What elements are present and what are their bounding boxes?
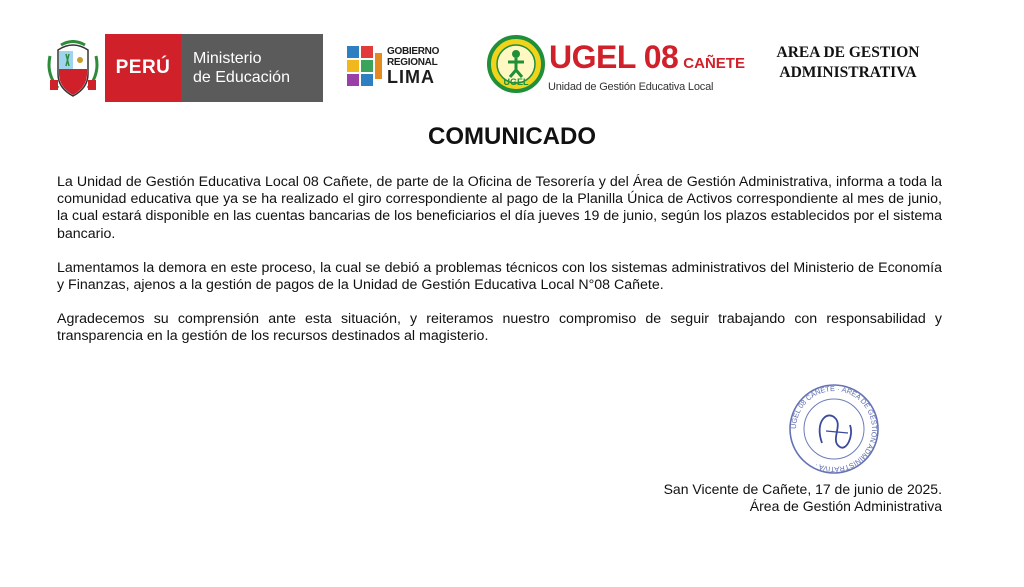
area-heading-line-2: ADMINISTRATIVA	[779, 64, 917, 81]
gore-line-3: LIMA	[387, 67, 435, 87]
ugel-seal-label: UGEL	[503, 77, 529, 87]
ugel-seal-icon	[487, 32, 545, 96]
signature-unit: Área de Gestión Administrativa	[749, 498, 942, 514]
ugel-name-suffix: CAÑETE	[683, 55, 745, 72]
peru-label: PERÚ	[105, 34, 181, 102]
ministry-line-1: Ministerio	[193, 50, 262, 67]
area-heading-line-1: AREA DE GESTION	[776, 44, 920, 61]
ugel-name	[549, 40, 745, 81]
area-heading	[748, 43, 948, 83]
document-title: COMUNICADO	[428, 123, 596, 150]
body-paragraph-2: Lamentamos la demora en este proceso, la cual se debió a problemas técnicos con los sistemas administrativos del Ministerio de Economía y Finanzas, ajenos a la gestión de pagos de la Unidad de Gestión Educativa Local N°08 Cañete.	[57, 259, 942, 294]
letterhead	[0, 0, 1024, 120]
ministry-line-2: de Educación	[193, 69, 290, 86]
ministry-of-education-logo	[105, 34, 323, 102]
official-stamp-icon	[784, 381, 884, 477]
peru-coat-of-arms-icon	[46, 40, 100, 98]
stamp-text: UGEL 08 CAÑETE · ÁREA DE GESTIÓN ADMINISTRATIVA ·	[788, 383, 880, 475]
regional-government-name	[387, 46, 439, 86]
body-paragraph-3: Agradecemos su comprensión ante esta situación, y reiteramos nuestro compromiso de seguir trabajando con responsabilidad y transparencia en la gestión de los recursos destinados al magisterio.	[57, 311, 942, 345]
place-and-date: San Vicente de Cañete, 17 de junio de 2025.	[663, 481, 942, 497]
ugel-subtitle: Unidad de Gestión Educativa Local	[548, 81, 714, 93]
regional-government-logo	[345, 42, 455, 90]
regional-government-mark-icon	[345, 44, 383, 88]
gore-line-1: GOBIERNO	[387, 46, 440, 57]
ugel-name-main: UGEL 08	[549, 39, 679, 75]
body-paragraph-1: La Unidad de Gestión Educativa Local 08 Cañete, de parte de la Oficina de Tesorería y del Área de Gestión Administrativa, informa a toda la comunidad educativa que ya se ha realizado el giro correspondiente al pago de la Planilla Única de Activos correspondiente al mes de junio, la cual estará disponible en las cuentas bancarias de los beneficiarios el día jueves 19 de junio, según los plazos establecidos por el sistema bancario.	[57, 174, 942, 242]
ministry-name	[181, 34, 323, 102]
document-body	[57, 174, 942, 363]
gore-line-2: REGIONAL	[387, 57, 438, 68]
signoff	[664, 481, 942, 515]
